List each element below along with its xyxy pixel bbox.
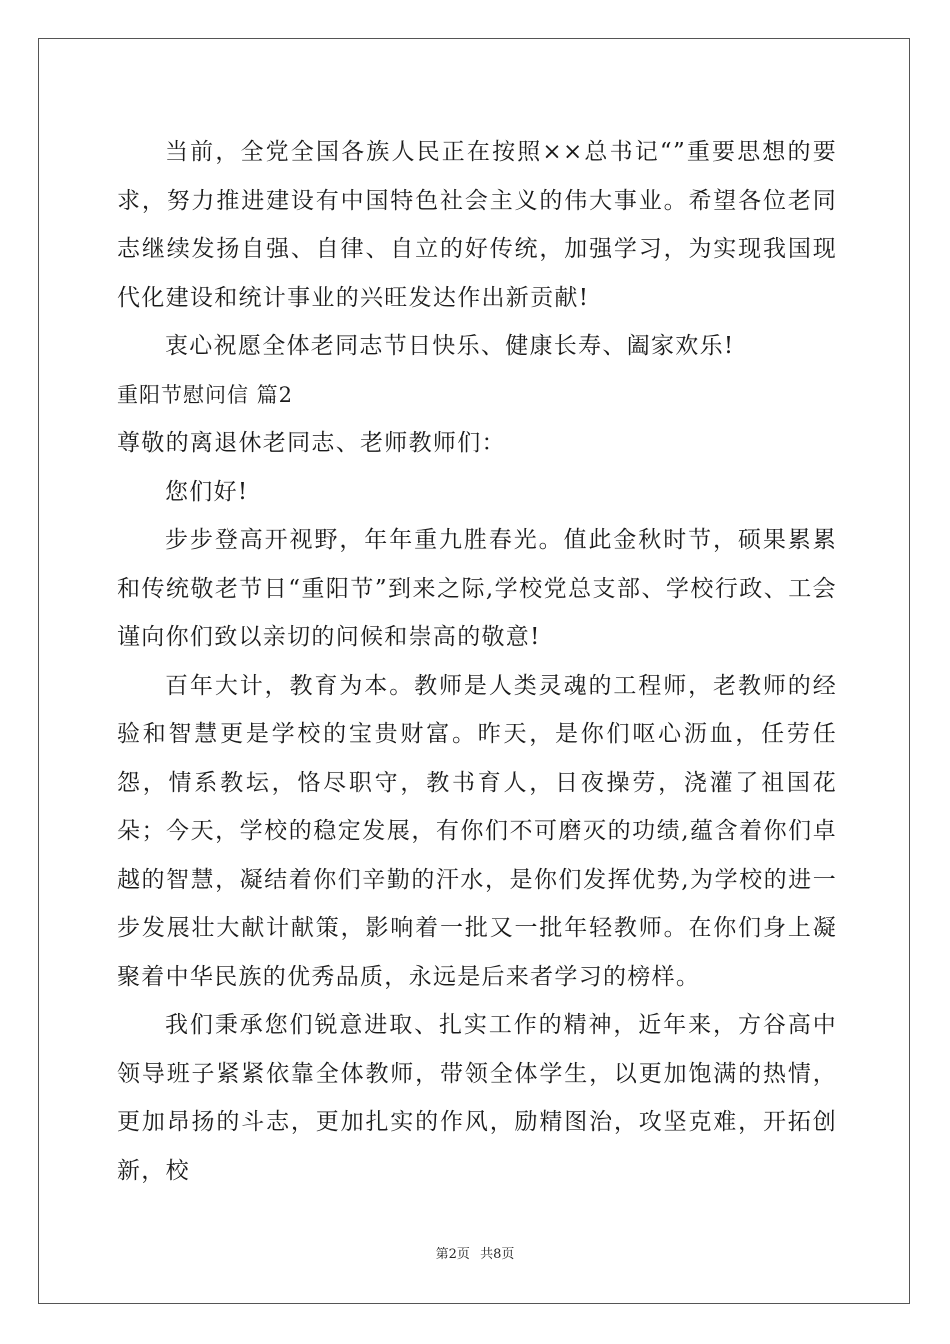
paragraph-wishes: 衷心祝愿全体老同志节日快乐、健康长寿、阖家欢乐! — [165, 333, 735, 359]
paragraph-spirit: 我们秉承您们锐意进取、扎实工作的精神，近年来，方谷高中领导班子紧紧依靠全体教师，带领全体学生，以更加饱满的热情，更加昂扬的斗志，更加扎实的作风，励精图治，攻坚克难，开拓创新，校 — [117, 1012, 837, 1184]
salutation: 尊敬的离退休老同志、老师教师们： — [117, 430, 506, 456]
document-body — [117, 128, 837, 1195]
paragraph-education: 百年大计，教育为本。教师是人类灵魂的工程师，老教师的经验和智慧更是学校的宝贵财富。昨天，是你们呕心沥血，任劳任怨，情系教坛，恪尽职守，教书育人，日夜操劳，浇灌了祖国花朵；今天，学校的稳定发展，有你们不可磨灭的功绩,蕴含着你们卓越的智慧，凝结着你们辛勤的汗水，是你们发挥优势,为学校的进一步发展壮大献计献策，影响着一批又一批年轻教师。在你们身上凝聚着中华民族的优秀品质，永远是后来者学习的榜样。 — [117, 672, 837, 990]
greeting: 您们好! — [165, 478, 249, 505]
page-number: 第2页 — [435, 1247, 470, 1262]
paragraph-party-goal: 当前，全党全国各族人民正在按照××总书记“”重要思想的要求，努力推进建设有中国特色社会主义的伟大事业。希望各位老同志继续发扬自强、自律、自立的好传统，加强学习，为实现我国现代化建设和统计事业的兴旺发达作出新贡献! — [117, 139, 837, 311]
page-total: 共8页 — [480, 1247, 515, 1262]
section-heading: 重阳节慰问信 篇2 — [117, 382, 294, 407]
paragraph-double-ninth: 步步登高开视野，年年重九胜春光。值此金秋时节，硕果累累和传统敬老节日“重阳节”到来之际,学校党总支部、学校行政、工会谨向你们致以亲切的问候和崇高的敬意! — [117, 527, 837, 650]
page-footer — [0, 1243, 950, 1262]
